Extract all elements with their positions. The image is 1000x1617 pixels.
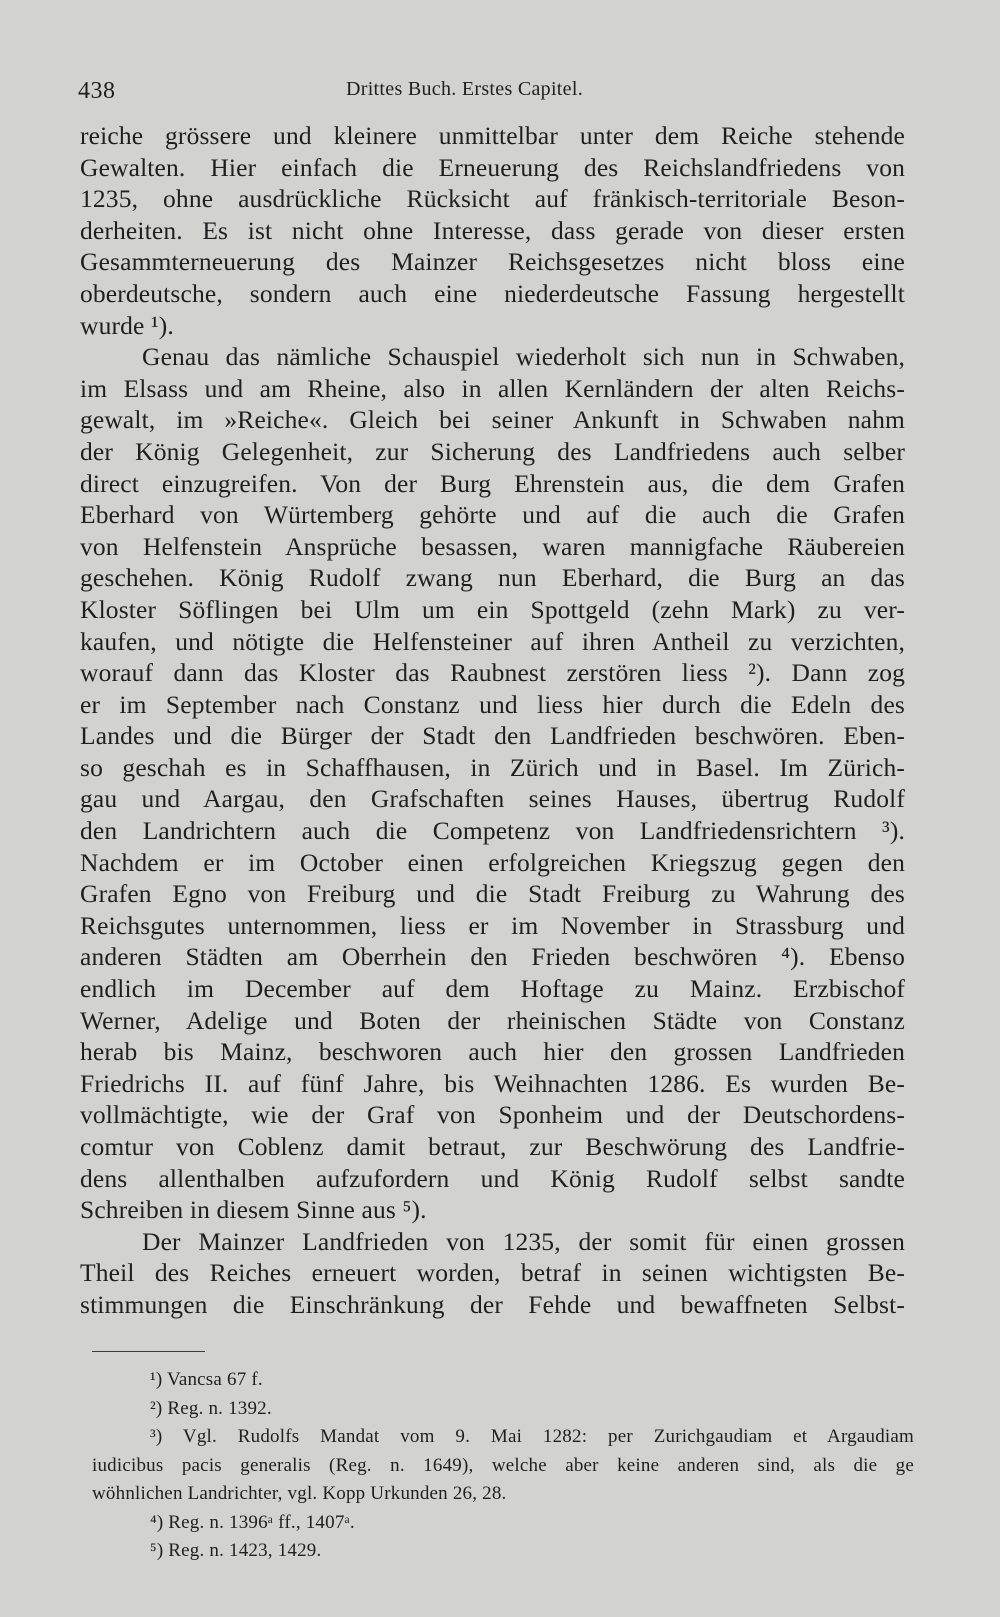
text-line: herab bis Mainz, beschworen auch hier den grossen Landfrieden xyxy=(80,1037,905,1067)
text-line: Werner, Adelige und Boten der rheinischen Städte von Constanz xyxy=(80,1005,905,1035)
text-line: gewalt, im »Reiche«. Gleich bei seiner Ankunft in Schwaben nahm xyxy=(80,405,905,435)
footnote: ⁴) Reg. n. 1396ᵃ ff., 1407ᵃ. xyxy=(150,1511,355,1533)
text-line: worauf dann das Kloster das Raubnest zerstören liess ²). Dann zog xyxy=(80,658,905,688)
text-line: Reichsgutes unternommen, liess er im November in Strassburg und xyxy=(80,910,905,940)
footnote-divider xyxy=(92,1351,205,1352)
text-line: er im September nach Constanz und liess hier durch die Edeln des xyxy=(80,689,905,719)
footnote: ¹) Vancsa 67 f. xyxy=(150,1369,263,1390)
text-line: dens allenthalben aufzufordern und König Rudolf selbst sandte xyxy=(80,1163,905,1193)
footnote: ³) Vgl. Rudolfs Mandat vom 9. Mai 1282: per Zurichgaudiam et Argaudiam xyxy=(150,1426,914,1447)
text-line: reiche grössere und kleinere unmittelbar unter dem Reiche stehende xyxy=(80,121,905,150)
text-line: oberdeutsche, sondern auch eine niederdeutsche Fassung hergestellt xyxy=(80,278,905,308)
text-line: geschehen. König Rudolf zwang nun Eberhard, die Burg an das xyxy=(80,563,905,593)
footnote: ²) Reg. n. 1392. xyxy=(150,1397,272,1419)
main-text xyxy=(80,120,905,1321)
text-line: Grafen Egno von Freiburg und die Stadt Freiburg zu Wahrung des xyxy=(80,879,905,909)
text-line: von Helfenstein Ansprüche besassen, waren mannigfache Räubereien xyxy=(80,531,905,561)
text-line: Gewalten. Hier einfach die Erneuerung des Reichslandfriedens von xyxy=(80,152,905,182)
page-header xyxy=(78,74,928,108)
running-head: Drittes Buch. Erstes Capitel. xyxy=(346,78,583,100)
text-line: Genau das nämliche Schauspiel wiederholt sich nun in Schwaben, xyxy=(142,342,905,372)
text-line: Eberhard von Würtemberg gehörte und auf die auch die Grafen xyxy=(80,500,905,530)
text-line: endlich im December auf dem Hoftage zu Mainz. Erzbischof xyxy=(80,974,905,1004)
text-line: comtur von Coblenz damit betraut, zur Beschwörung des Landfrie- xyxy=(80,1132,905,1161)
text-line: Nachdem er im October einen erfolgreichen Kriegszug gegen den xyxy=(80,847,905,877)
footnotes xyxy=(92,1366,914,1566)
text-line: Gesammterneuerung des Mainzer Reichsgesetzes nicht bloss eine xyxy=(80,247,905,277)
text-line: den Landrichtern auch die Competenz von Landfriedensrichtern ³). xyxy=(80,816,905,846)
text-line: Landes und die Bürger der Stadt den Landfrieden beschwören. Eben- xyxy=(80,721,905,751)
text-line: stimmungen die Einschränkung der Fehde und bewaffneten Selbst- xyxy=(80,1289,905,1319)
text-line: Der Mainzer Landfrieden von 1235, der somit für einen grossen xyxy=(142,1226,905,1256)
footnote-continuation: wöhnlichen Landrichter, vgl. Kopp Urkunden 26, 28. xyxy=(92,1483,507,1504)
footnote: ⁵) Reg. n. 1423, 1429. xyxy=(150,1540,322,1561)
text-line: Theil des Reiches erneuert worden, betraf in seinen wichtigsten Be- xyxy=(80,1258,905,1288)
text-line: der König Gelegenheit, zur Sicherung des Landfriedens auch selber xyxy=(80,436,905,466)
page-number: 438 xyxy=(78,78,116,104)
text-line: derheiten. Es ist nicht ohne Interesse, dass gerade von dieser ersten xyxy=(80,215,905,245)
text-line: kaufen, und nötigte die Helfensteiner auf ihren Antheil zu verzichten, xyxy=(80,626,905,656)
text-line: anderen Städten am Oberrhein den Frieden beschwören ⁴). Ebenso xyxy=(80,942,905,972)
text-line: gau und Aargau, den Grafschaften seines Hauses, übertrug Rudolf xyxy=(80,784,905,814)
text-line: so geschah es in Schaffhausen, in Zürich und in Basel. Im Zürich- xyxy=(80,752,905,782)
text-line: Kloster Söflingen bei Ulm um ein Spottgeld (zehn Mark) zu ver- xyxy=(80,594,905,624)
text-line: Schreiben in diesem Sinne aus ⁵). xyxy=(80,1195,427,1225)
text-line: direct einzugreifen. Von der Burg Ehrenstein aus, die dem Grafen xyxy=(80,468,905,498)
footnote-continuation: iudicibus pacis generalis (Reg. n. 1649), welche aber keine anderen sind, als die ge xyxy=(92,1454,914,1476)
text-line: im Elsass und am Rheine, also in allen Kernländern der alten Reichs- xyxy=(80,373,905,403)
text-line: wurde ¹). xyxy=(80,310,174,340)
text-line: Friedrichs II. auf fünf Jahre, bis Weihnachten 1286. Es wurden Be- xyxy=(80,1068,905,1098)
text-line: vollmächtigte, wie der Graf von Sponheim und der Deutschordens- xyxy=(80,1100,905,1130)
text-line: 1235, ohne ausdrückliche Rücksicht auf fränkisch-territoriale Beson- xyxy=(80,184,905,214)
